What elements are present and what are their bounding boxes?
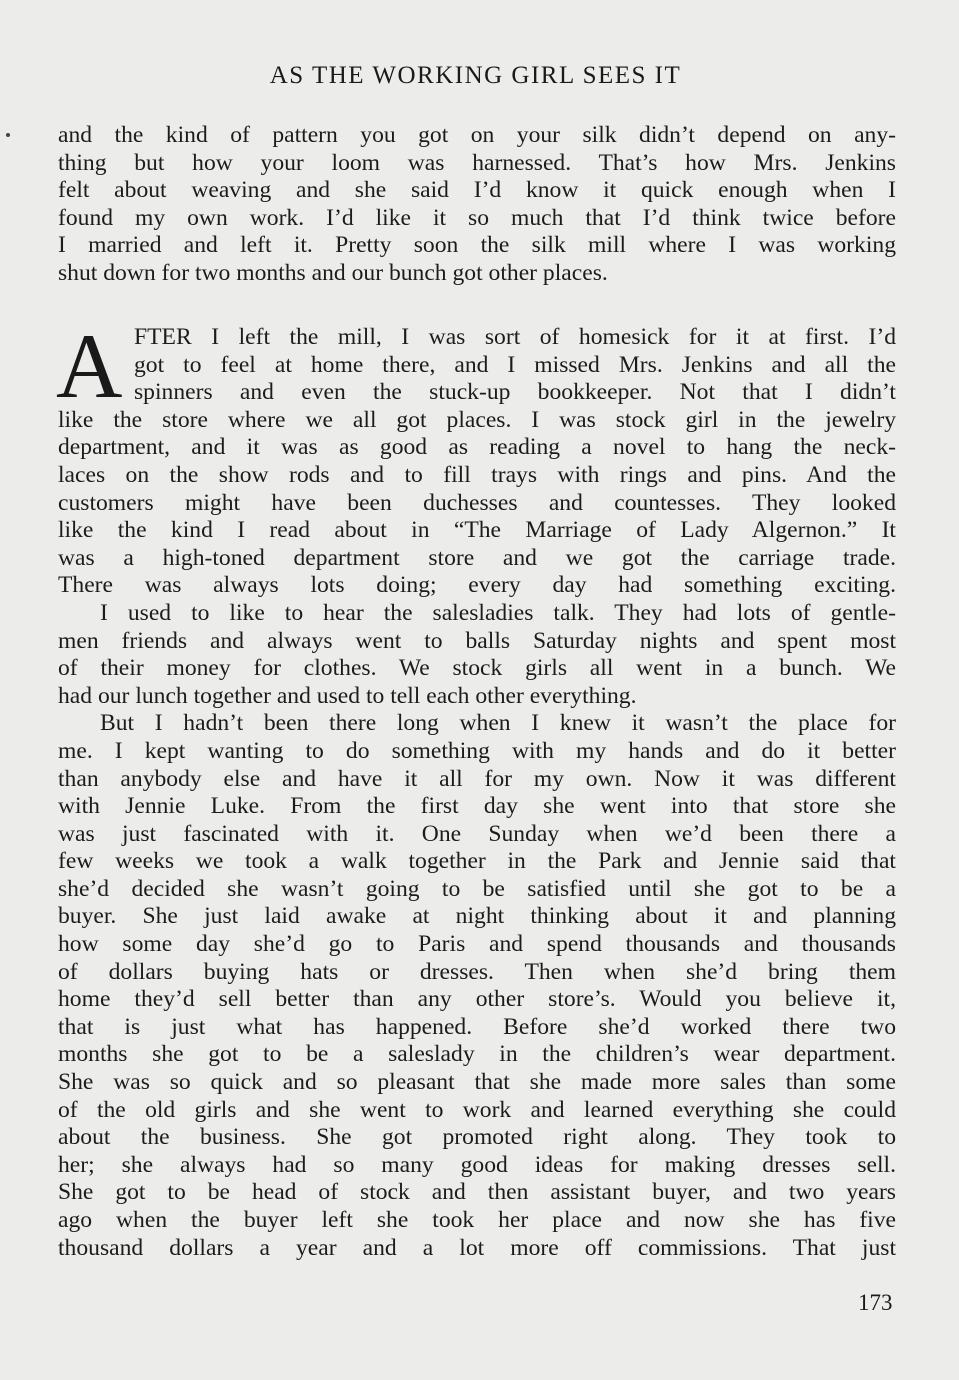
text-line: found my own work. I’d like it so much that I’d think twice before	[58, 204, 896, 231]
margin-mark	[6, 133, 10, 137]
text-line: buyer. She just laid awake at night thinking about it and planning	[58, 903, 896, 930]
text-line: with Jennie Luke. From the first day she went into that store she	[58, 793, 896, 820]
text-line: of dollars buying hats or dresses. Then when she’d bring them	[58, 958, 896, 985]
text-line: men friends and always went to balls Saturday nights and spent most	[58, 627, 896, 654]
section-body	[56, 315, 896, 1262]
text-line: ago when the buyer left she took her place and now she has five	[58, 1207, 896, 1233]
text-line: me. I kept wanting to do something with my hands and do it better	[58, 737, 896, 764]
text-line: customers might have been duchesses and countesses. They looked	[58, 489, 896, 516]
text-line: She got to be head of stock and then assistant buyer, and two years	[58, 1179, 896, 1206]
drop-cap: A	[56, 315, 123, 417]
text-line: than anybody else and have it all for my own. Now it was different	[58, 765, 896, 792]
text-line: she’d decided she wasn’t going to be satisfied until she got to be a	[58, 875, 896, 902]
text-line: I used to like to hear the salesladies talk. They had lots of gentle-	[100, 599, 896, 626]
text-line: about the business. She got promoted right along. They took to	[58, 1124, 896, 1151]
text-line: like the kind I read about in “The Marriage of Lady Algernon.” It	[58, 517, 896, 544]
text-line: had our lunch together and used to tell each other everything.	[58, 682, 637, 709]
text-line: got to feel at home there, and I missed Mrs. Jenkins and all the	[134, 351, 896, 378]
text-line: felt about weaving and she said I’d know it quick enough when I	[58, 177, 896, 204]
text-line: of the old girls and she went to work and learned everything she could	[58, 1096, 896, 1123]
text-line: department, and it was as good as reading a novel to hang the neck-	[58, 434, 896, 461]
text-line: thousand dollars a year and a lot more off commissions. That just	[58, 1234, 896, 1261]
text-line: how some day she’d go to Paris and spend thousands and thousands	[58, 931, 896, 958]
text-line: There was always lots doing; every day had something exciting.	[58, 572, 896, 599]
paragraph-continued	[58, 122, 896, 288]
text-line: shut down for two months and our bunch got other places.	[58, 259, 608, 286]
text-line: She was so quick and so pleasant that she made more sales than some	[58, 1069, 896, 1096]
text-line: spinners and even the stuck-up bookkeeper. Not that I didn’t	[134, 379, 896, 406]
text-line: and the kind of pattern you got on your silk didn’t depend on any-	[58, 122, 896, 148]
dropcap-block	[56, 315, 896, 417]
text-line: of their money for clothes. We stock girls all went in a bunch. We	[58, 655, 896, 682]
page-number: 173	[858, 1290, 893, 1315]
text-line: was just fascinated with it. One Sunday when we’d been there a	[58, 820, 896, 847]
running-head	[0, 62, 959, 90]
text-line: laces on the show rods and to fill trays with rings and pins. And the	[58, 461, 896, 488]
text-line: few weeks we took a walk together in the Park and Jennie said that	[58, 848, 896, 875]
text-line: her; she always had so many good ideas for making dresses sell.	[58, 1151, 896, 1178]
text-line: like the store where we all got places. I was stock girl in the jewelry	[58, 406, 896, 433]
text-line: FTER I left the mill, I was sort of homesick for it at first. I’d	[134, 324, 896, 350]
running-title: AS THE WORKING GIRL SEES IT	[269, 62, 682, 89]
text-line: thing but how your loom was harnessed. That’s how Mrs. Jenkins	[58, 149, 896, 176]
text-line: home they’d sell better than any other store’s. Would you believe it,	[58, 986, 896, 1013]
text-line: that is just what has happened. Before she’d worked there two	[58, 1013, 896, 1040]
text-line: I married and left it. Pretty soon the silk mill where I was working	[58, 232, 896, 259]
text-line: But I hadn’t been there long when I knew it wasn’t the place for	[100, 710, 896, 737]
text-line: was a high-toned department store and we got the carriage trade.	[58, 544, 896, 571]
text-line: months she got to be a saleslady in the children’s wear department.	[58, 1041, 896, 1068]
